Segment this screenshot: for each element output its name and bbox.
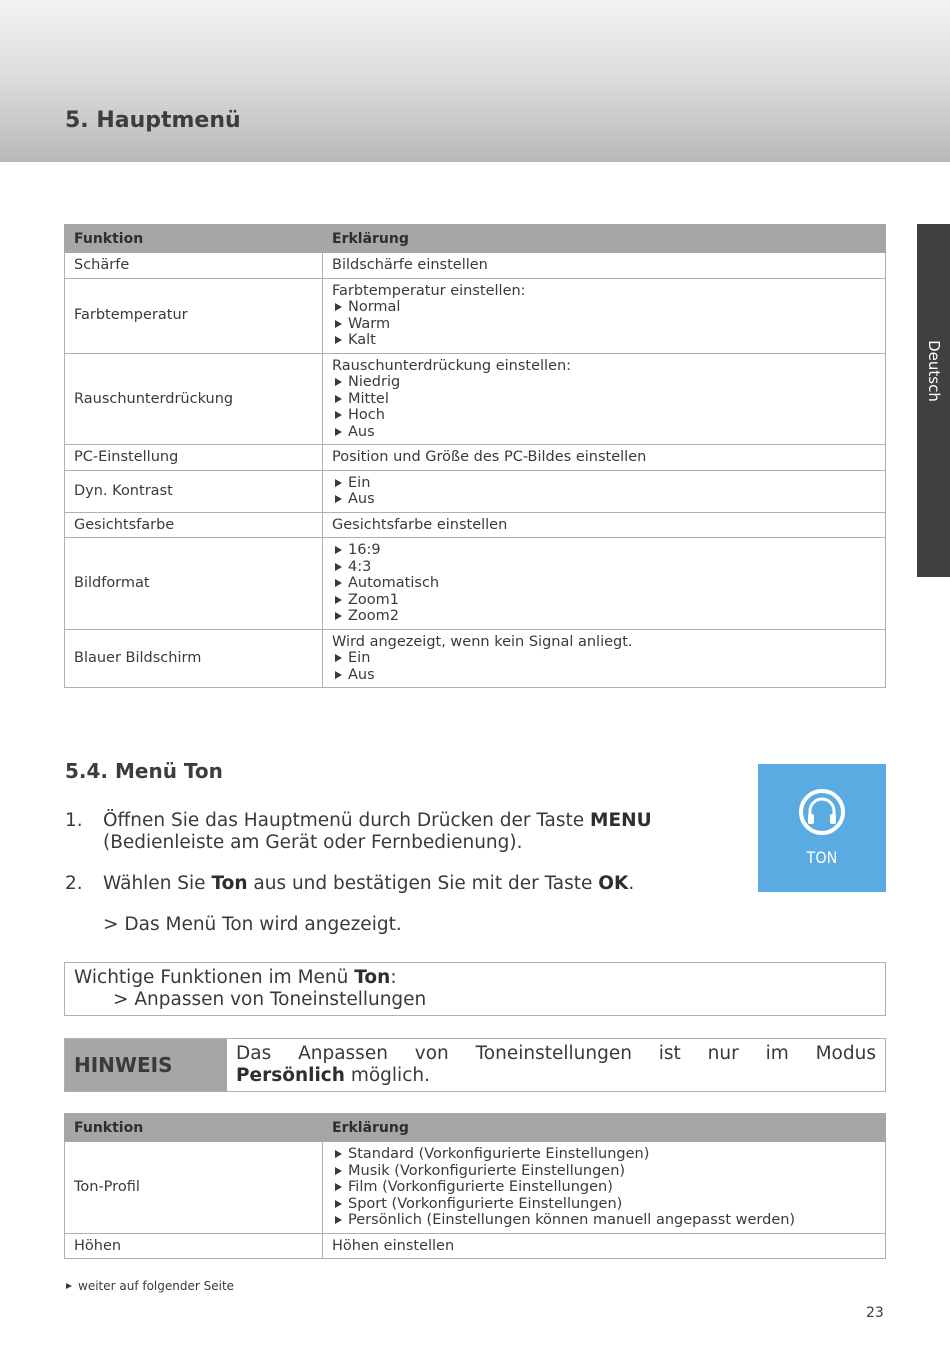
table-row [65,1142,886,1234]
cell-erklaerung [323,253,886,279]
cell-text: Farbtemperatur einstellen: [332,282,526,299]
option-item: Zoom1 [332,592,876,609]
ton-menu-icon-tile [758,764,886,892]
option-list [332,1146,876,1229]
option-item: Niedrig [332,374,876,391]
note-word: von [414,1043,449,1064]
option-item: Hoch [332,407,876,424]
option-item: Aus [332,424,876,441]
cell-funktion: Farbtemperatur [65,278,323,353]
function-table-sound [64,1113,886,1259]
note-word: Anpassen [298,1043,388,1064]
table-row [65,253,886,279]
cell-erklaerung [323,445,886,471]
hinweis-note [64,1038,886,1092]
note-tag: HINWEIS [65,1039,227,1091]
option-item: Mittel [332,391,876,408]
cell-erklaerung [323,278,886,353]
function-table-picture [64,224,886,688]
info-line-2: > Anpassen von Toneinstellungen [113,989,427,1010]
headphones-icon [798,788,846,836]
step-number: 1. [65,810,83,831]
step-text: Wählen Sie Ton aus und bestätigen Sie mit der Taste OK. [103,873,635,894]
option-item: 16:9 [332,542,876,559]
cell-erklaerung [323,512,886,538]
info-box [64,962,886,1016]
table-row [65,353,886,445]
cell-funktion: Bildformat [65,538,323,630]
cell-erklaerung [323,538,886,630]
side-tab-label: Deutsch [924,340,943,402]
cell-funktion: Gesichtsfarbe [65,512,323,538]
page-number: 23 [866,1305,884,1321]
option-list [332,650,876,683]
cell-text: Höhen einstellen [332,1237,455,1254]
option-item: 4:3 [332,559,876,576]
option-item: Warm [332,316,876,333]
option-item: Persönlich (Einstellungen können manuell angepasst werden) [332,1212,876,1229]
option-item: Ein [332,475,876,492]
option-item: Film (Vorkonfigurierte Einstellungen) [332,1179,876,1196]
note-word: ist [658,1043,681,1064]
cell-erklaerung [323,470,886,512]
header-funktion: Funktion [65,1114,323,1142]
note-word: im [765,1043,789,1064]
table-header-row [65,1114,886,1142]
cell-funktion: PC-Einstellung [65,445,323,471]
info-line-1: Wichtige Funktionen im Menü Ton: [74,967,397,988]
note-line-2: Persönlich möglich. [236,1065,430,1086]
step-number: 2. [65,873,83,894]
table-header-row [65,225,886,253]
table-row [65,278,886,353]
cell-erklaerung [323,1233,886,1259]
option-list [332,542,876,625]
continue-note: weiter auf folgender Seite [65,1279,234,1293]
cell-funktion: Rauschunterdrückung [65,353,323,445]
option-item: Sport (Vorkonfigurierte Einstellungen) [332,1196,876,1213]
cell-erklaerung [323,629,886,688]
option-item: Normal [332,299,876,316]
cell-funktion: Schärfe [65,253,323,279]
table-row [65,512,886,538]
table-row [65,445,886,471]
note-word: Toneinstellungen [475,1043,632,1064]
option-item: Aus [332,667,876,684]
option-list [332,475,876,508]
option-item: Ein [332,650,876,667]
cell-funktion: Blauer Bildschirm [65,629,323,688]
option-item: Musik (Vorkonfigurierte Einstellungen) [332,1163,876,1180]
table-row [65,538,886,630]
cell-text: Gesichtsfarbe einstellen [332,516,508,533]
note-word: nur [707,1043,739,1064]
cell-text: Position und Größe des PC-Bildes einstellen [332,449,647,465]
cell-text: Rauschunterdrückung einstellen: [332,357,572,374]
option-list [332,374,876,440]
cell-funktion: Dyn. Kontrast [65,470,323,512]
note-message [227,1039,885,1091]
note-word: Das [236,1043,272,1064]
table-row [65,1233,886,1259]
option-item: Aus [332,491,876,508]
option-item: Kalt [332,332,876,349]
ton-label: TON [806,848,838,867]
table-row [65,629,886,688]
section-title: 5.4. Menü Ton [65,759,223,783]
header-band [0,0,950,162]
cell-erklaerung [323,1142,886,1234]
header-erklaerung: Erklärung [323,1114,886,1142]
note-word: Modus [815,1043,876,1064]
step-text: Öffnen Sie das Hauptmenü durch Drücken der Taste MENU (Bedienleiste am Gerät oder Fernbedienung). [103,810,652,853]
chapter-title: 5. Hauptmenü [65,108,241,133]
note-line-1 [236,1043,876,1065]
cell-text: Bildschärfe einstellen [332,257,488,273]
option-item: Standard (Vorkonfigurierte Einstellungen) [332,1146,876,1163]
option-list [332,299,876,349]
option-item: Automatisch [332,575,876,592]
language-side-tab [917,224,950,577]
table-row [65,470,886,512]
cell-erklaerung [323,353,886,445]
cell-funktion: Ton-Profil [65,1142,323,1234]
header-erklaerung: Erklärung [323,225,886,253]
cell-text: Wird angezeigt, wenn kein Signal anliegt. [332,633,633,650]
option-item: Zoom2 [332,608,876,625]
cell-funktion: Höhen [65,1233,323,1259]
header-funktion: Funktion [65,225,323,253]
